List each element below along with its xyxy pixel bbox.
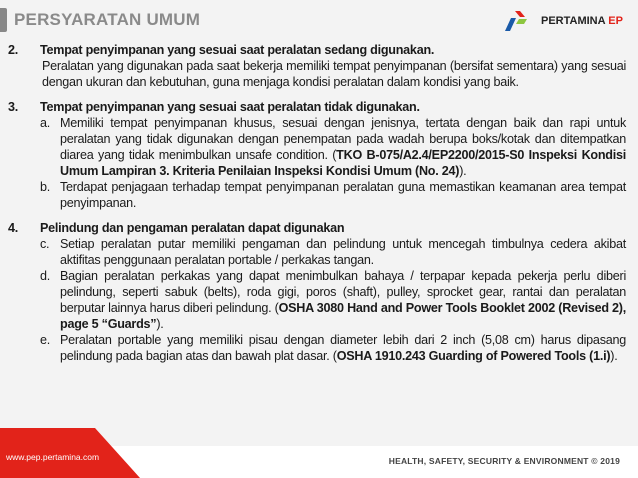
title-accent-bar	[0, 8, 7, 32]
item-2	[0, 42, 638, 90]
sub-letter: b.	[40, 180, 51, 194]
sub-item-a	[40, 115, 626, 179]
item-3	[0, 99, 638, 211]
reference: OSHA 1910.243 Guarding of Powered Tools (1.i)	[336, 349, 611, 363]
sub-letter: d.	[40, 269, 51, 283]
sub-letter: a.	[40, 116, 51, 130]
reference: OSHA 3080 Hand and Power Tools Booklet 2002 (Revised 2), page 5 “Guards”	[60, 301, 626, 331]
logo-text: PERTAMINA	[541, 15, 606, 27]
pertamina-logo	[505, 10, 623, 32]
sub-letter: e.	[40, 333, 51, 347]
item-body: Peralatan yang digunakan pada saat bekerja memiliki tempat penyimpanan (bersifat sementara) yang sesuai dengan ukuran dan kebutuhan, guna menjaga kondisi peralatan dalam kondisi yang baik.	[42, 59, 626, 89]
sub-item-e	[40, 332, 626, 364]
slide-content	[0, 42, 638, 364]
item-heading: Tempat penyimpanan yang sesuai saat peralatan sedang digunakan.	[40, 43, 435, 57]
sub-tail: ).	[610, 349, 618, 363]
item-heading: Pelindung dan pengaman peralatan dapat digunakan	[40, 221, 345, 235]
sub-text: Terdapat penjagaan terhadap tempat penyimpanan peralatan guna memastikan keamanan area tempat penyimpanan.	[60, 180, 626, 210]
sub-text: Setiap peralatan putar memiliki pengaman dan pelindung untuk mencegah timbulnya cedera akibat aktifitas penggunaan peralatan portable / perkakas tangan.	[60, 237, 626, 267]
pertamina-logo-icon	[505, 10, 535, 32]
footer-copyright: HEALTH, SAFETY, SECURITY & ENVIRONMENT © 2019	[388, 456, 620, 466]
sub-tail: ).	[156, 317, 164, 331]
item-number: 3.	[8, 100, 19, 114]
page-title: PERSYARATAN UMUM	[14, 10, 201, 29]
sub-tail: ).	[459, 164, 467, 178]
item-4	[0, 220, 638, 364]
item-number: 2.	[8, 43, 19, 57]
logo-suffix: EP	[608, 15, 623, 27]
item-number: 4.	[8, 221, 19, 235]
reference: TKO B-075/A2.4/EP2200/2015-S0 Inspeksi Kondisi Umum Lampiran 3. Kriteria Penilaian Inspeksi Kondisi Umum (No. 24)	[60, 148, 626, 178]
sub-text: Bagian peralatan perkakas yang dapat menimbulkan bahaya / terpapar kepada pekerja perlu diberi pelindung, seperti sabuk (belts), roda gigi, poros (shaft), pulley, sprocket gear, rantai dan peralatan berputar lainnya harus diberi pelindung. (	[60, 269, 626, 315]
item-heading: Tempat penyimpanan yang sesuai saat peralatan tidak digunakan.	[40, 100, 420, 114]
website-link[interactable]: www.pep.pertamina.com	[6, 452, 100, 462]
sub-item-c	[40, 236, 626, 268]
sub-text: Peralatan portable yang memiliki pisau dengan diameter lebih dari 2 inch (5,08 cm) harus dipasang pelindung pada bagian atas dan bawah plat dasar. (	[60, 333, 626, 363]
sub-letter: c.	[40, 237, 50, 251]
sub-item-b	[40, 179, 626, 211]
sub-text: Memiliki tempat penyimpanan khusus, sesuai dengan jenisnya, tertata dengan baik dan rapi untuk peralatan yang tidak digunakan dengan penempatan pada wadah berupa boks/kotak dan ditempatkan diarea yang tidak menimbulkan unsafe condition. (	[60, 116, 626, 162]
sub-item-d	[40, 268, 626, 332]
